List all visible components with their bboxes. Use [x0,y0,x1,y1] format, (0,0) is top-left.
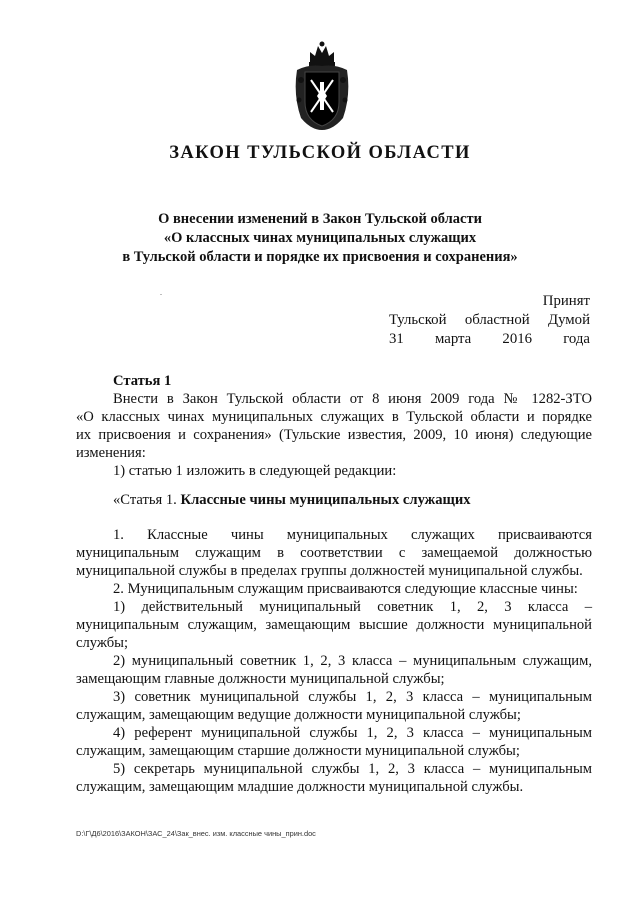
adopted-by: Тульской областной Думой [389,312,590,328]
amendment-item: 1) статью 1 изложить в следующей редакции: [113,463,397,479]
paragraph: 1. Классные чины муниципальных служащих присваиваются муниципальным служащим в соответствии с замещаемой должностью муниципальной службы в пределах группы должностей муниципальной службы. [76,527,592,579]
subject-line: в Тульской области и порядке их присвоения и сохранения» [122,249,518,265]
intro-line: их присвоения и сохранения» (Тульские известия, 2009, 10 июня) следующие [76,427,592,443]
subject-line: «О классных чинах муниципальных служащих [163,230,477,246]
adopted-date: 31 марта 2016 года [389,331,590,347]
subject-line: О внесении изменений в Закон Тульской области [158,211,482,227]
law-title: ЗАКОН ТУЛЬСКОЙ ОБЛАСТИ [169,143,471,163]
adopted-label: Принят [542,293,590,309]
intro-line: «О классных чинах муниципальных служащих в Тульской области и порядке [76,409,592,425]
tula-coat-of-arms-icon [289,40,355,132]
law-subject [0,210,640,267]
quoted-title: Классные чины муниципальных служащих [180,492,471,508]
intro-line: изменения: [76,445,146,461]
list-item: 2) муниципальный советник 1, 2, 3 класса – муниципальным служащим, замещающим главные должности муниципальной службы; [76,653,592,687]
adoption-block [389,292,590,349]
file-path-footer: D:\Г\Д6\2016\ЗАКОН\ЗАС_24\Зак_внес. изм. классные чины_прин.doc [76,829,316,838]
article-body [76,372,592,796]
intro-line: Внести в Закон Тульской области от 8 июня 2009 года № 1282-ЗТО [113,391,592,407]
article-heading: Статья 1 [113,373,172,389]
stray-dot: . [160,288,162,297]
quoted-article-heading [76,491,592,509]
list-item: 4) референт муниципальной службы 1, 2, 3 класса – муниципальным служащим, замещающим старшие должности муниципальной службы; [76,725,592,759]
list-item: 3) советник муниципальной службы 1, 2, 3 класса – муниципальным служащим, замещающим ведущие должности муниципальной службы; [76,689,592,723]
paragraph: 2. Муниципальным служащим присваиваются следующие классные чины: [113,581,578,597]
list-item: 5) секретарь муниципальной службы 1, 2, 3 класса – муниципальным служащим, замещающим младшие должности муниципальной службы. [76,761,592,795]
list-item: 1) действительный муниципальный советник 1, 2, 3 класса – муниципальным служащим, замещающим высшие должности муниципальной службы; [76,599,592,651]
quoted-prefix: «Статья 1. [113,492,177,508]
